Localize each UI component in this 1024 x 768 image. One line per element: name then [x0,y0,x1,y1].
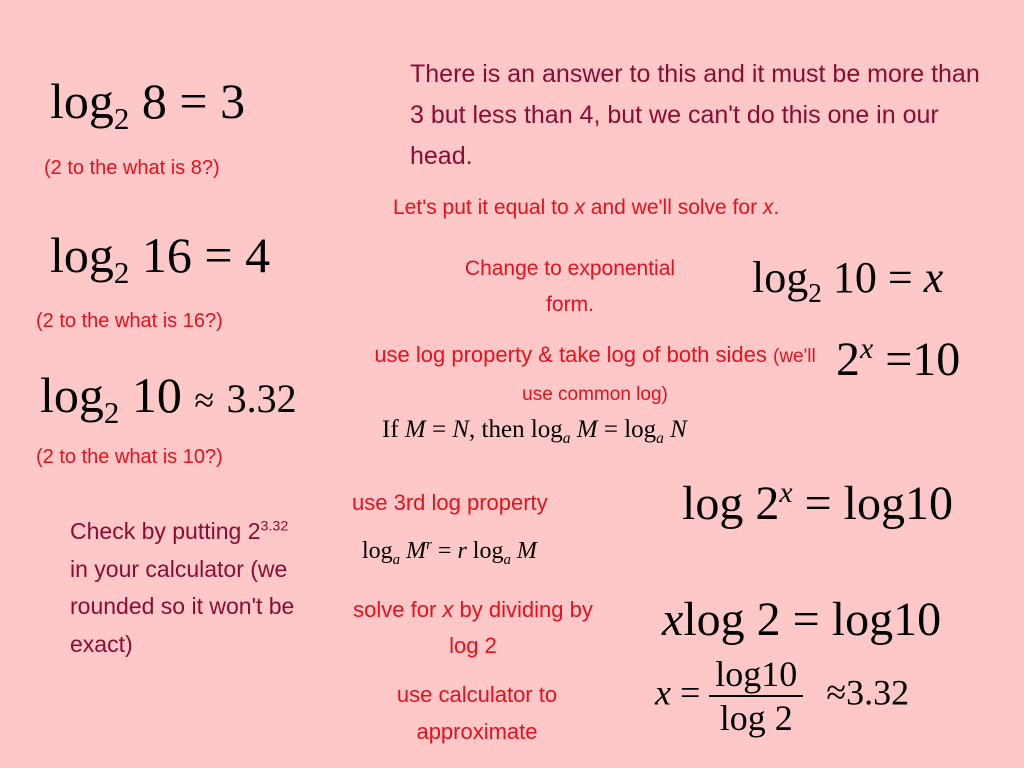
equation-log2-10-approx: $\log_2 10 \approx 3.32$ [40,367,297,430]
equation-x-log2-equals-log10: xlog 2 = log10 [662,593,942,646]
use-log-property-text: use log property & take log of both sides (we'll use common log) [374,342,816,405]
note-2-to-what-is-10: (2 to the what is 10?) [36,446,223,468]
check-by-calculator-note: Check by putting $2^{3.32}$ in your calculator (we rounded so it won't be exact) [70,518,295,657]
equation-2-to-x-equals-10: $2^x =10$ [836,332,961,386]
equation-log-2x-equals-log10: $\log 2^x = \log 10$ [682,476,953,530]
fraction-log10-over-log2: $\frac{\log 10}{\log 2}$ [709,653,803,739]
equation-log2-8: $\log_2 8 = 3$ [50,73,246,136]
note-2-to-what-is-16: (2 to the what is 16?) [36,310,223,332]
equation-x-equals-fraction: x = $\frac{\log 10}{\log 2}$ ≈3.32 [655,654,910,738]
if-m-equals-n-rule: If M = N, then $\log_a M = \log_a N$ [382,416,687,447]
equation-log2-16: $\log_2 16 = 4$ [50,227,271,290]
power-rule: $\log_a M^r = r$ $\log_a M$ [362,537,537,568]
intro-paragraph: There is an answer to this and it must be more than 3 but less than 4, but we can't do this one in our head. [410,60,980,170]
note-2-to-what-is-8: (2 to the what is 8?) [44,157,220,179]
use-calculator-to-approximate: use calculator to approximate [396,682,558,744]
solve-for-x-by-dividing: solve for x by dividing by log 2 [353,597,593,658]
use-3rd-log-property: use 3rd log property [352,490,548,515]
lets-put-equal-to-x: Let's put it equal to x and we'll solve for x. [393,196,780,219]
equation-log2-10-equals-x: $\log_2 10 = x$ [752,253,944,308]
change-to-exponential-form: Change to exponential form. [464,257,676,316]
